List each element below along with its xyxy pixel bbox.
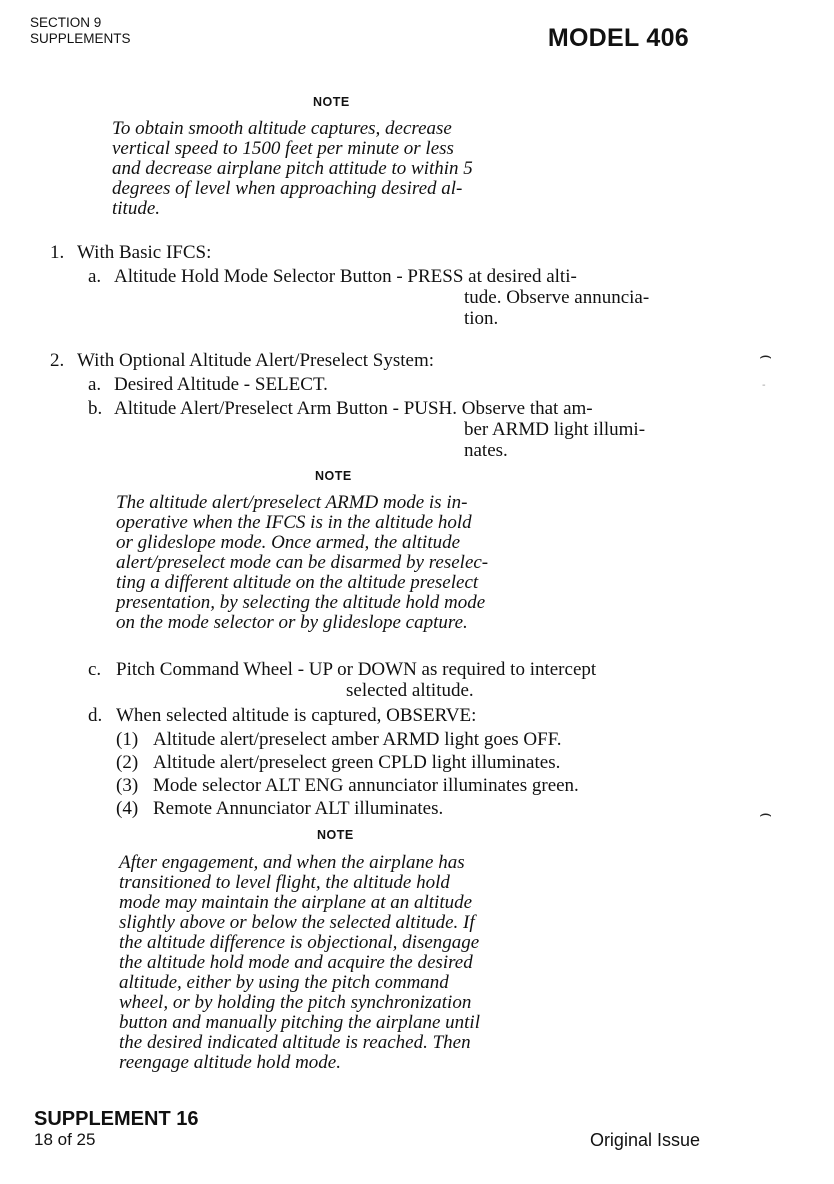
issue-label: Original Issue [589, 1130, 700, 1150]
substep-letter: a. [88, 266, 102, 287]
note-line: and decrease airplane pitch attitude to within 5 [112, 158, 473, 179]
subitem-number: (4) [116, 798, 139, 819]
step-text: With Basic IFCS: [77, 242, 212, 263]
substep-continuation: nates. [464, 440, 508, 461]
note-line: the altitude difference is objectional, disengage [119, 932, 480, 953]
note-body [116, 493, 566, 633]
note-line: the desired indicated altitude is reached. Then [119, 1032, 471, 1053]
subitem-number: (1) [116, 729, 139, 750]
revision-mark-icon: ⌢ [759, 801, 773, 825]
substep-text: When selected altitude is captured, OBSERVE: [116, 705, 477, 726]
substep-letter: d. [88, 705, 103, 726]
step-number: 2. [50, 350, 65, 371]
note-line: ting a different altitude on the altitude preselect [116, 572, 479, 593]
subitem-text: Altitude alert/preselect amber ARMD light goes OFF. [153, 729, 562, 750]
note-line: vertical speed to 1500 feet per minute or less [112, 138, 454, 159]
note-line: the altitude hold mode and acquire the desired [119, 952, 473, 973]
substep-letter: b. [88, 398, 103, 419]
substep-text: Pitch Command Wheel - UP or DOWN as required to intercept [116, 659, 597, 680]
note-label: NOTE [317, 828, 354, 842]
note-line: transitioned to level flight, the altitude hold [119, 872, 450, 893]
note-line: degrees of level when approaching desired al- [112, 178, 463, 199]
note-line: mode may maintain the airplane at an altitude [119, 892, 473, 913]
note-body [119, 853, 569, 1073]
note-body [112, 119, 562, 219]
note-line: operative when the IFCS is in the altitude hold [116, 512, 472, 533]
model-title: MODEL 406 [547, 24, 689, 52]
substep-continuation: selected altitude. [346, 680, 474, 701]
subitem-text: Altitude alert/preselect green CPLD light illuminates. [153, 752, 561, 773]
supplement-title: SUPPLEMENT 16 [34, 1108, 199, 1130]
note-line: on the mode selector or by glideslope capture. [116, 612, 468, 633]
note-line: altitude, either by using the pitch command [119, 972, 449, 993]
note-line: reengage altitude hold mode. [119, 1052, 341, 1073]
substep-text: Altitude Hold Mode Selector Button - PRESS at desired alti- [114, 266, 577, 287]
substep-text: Altitude Alert/Preselect Arm Button - PUSH. Observe that am- [114, 398, 593, 419]
note-line: The altitude alert/preselect ARMD mode is in- [116, 492, 468, 513]
revision-tick-icon: - [762, 380, 766, 391]
substep-continuation: ber ARMD light illumi- [464, 419, 646, 440]
note-line: slightly above or below the selected altitude. If [119, 912, 475, 933]
subitem-text: Mode selector ALT ENG annunciator illuminates green. [153, 775, 579, 796]
note-line: After engagement, and when the airplane has [119, 852, 465, 873]
substep-letter: c. [88, 659, 102, 680]
note-label: NOTE [313, 95, 350, 109]
footer-left [34, 1108, 198, 1150]
note-line: button and manually pitching the airplane until [119, 1012, 480, 1033]
substep-continuation: tion. [464, 308, 499, 329]
step-number: 1. [50, 242, 65, 263]
note-line: To obtain smooth altitude captures, decrease [112, 118, 452, 139]
note-label: NOTE [315, 469, 352, 483]
section-header [30, 15, 131, 47]
substep-letter: a. [88, 374, 102, 395]
page-number: 18 of 25 [34, 1130, 96, 1149]
note-line: or glideslope mode. Once armed, the altitude [116, 532, 461, 553]
subitem-number: (2) [116, 752, 139, 773]
subitem-text: Remote Annunciator ALT illuminates. [153, 798, 444, 819]
substep-continuation: tude. Observe annuncia- [464, 287, 650, 308]
revision-mark-icon: ⌢ [759, 343, 773, 367]
note-line: wheel, or by holding the pitch synchronization [119, 992, 472, 1013]
section-label: SECTION 9 [30, 15, 102, 30]
step-text: With Optional Altitude Alert/Preselect System: [77, 350, 435, 371]
subitem-number: (3) [116, 775, 139, 796]
note-line: presentation, by selecting the altitude hold mode [116, 592, 486, 613]
substep-text: Desired Altitude - SELECT. [114, 374, 328, 395]
note-line: titude. [112, 198, 161, 219]
subsection-label: SUPPLEMENTS [30, 31, 131, 46]
note-line: alert/preselect mode can be disarmed by reselec- [116, 552, 489, 573]
